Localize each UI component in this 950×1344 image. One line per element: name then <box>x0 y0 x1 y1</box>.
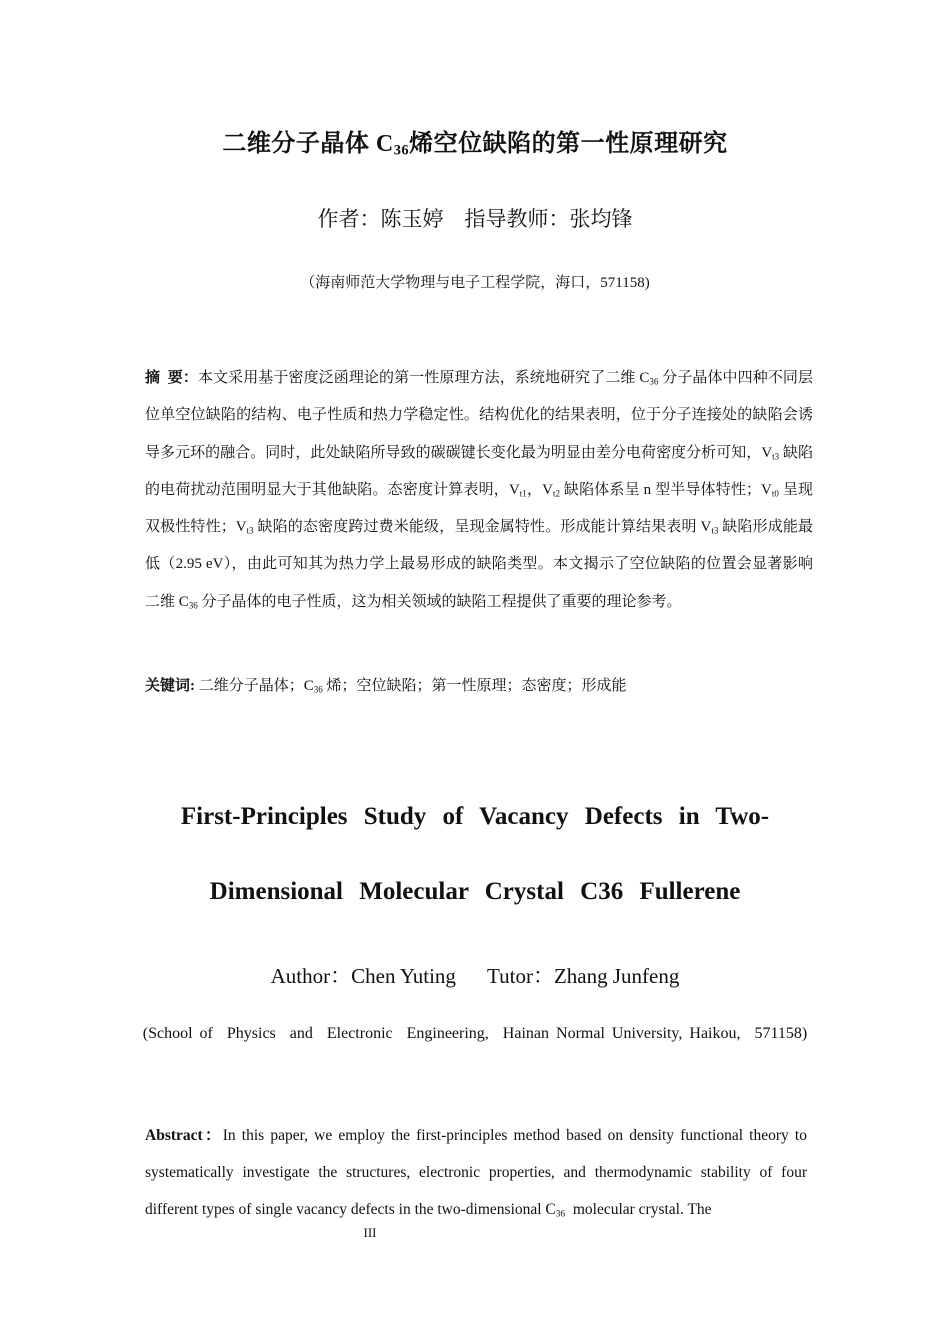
chinese-keywords-label: 关键词: <box>145 678 195 694</box>
english-title-line-1: First-Principles Study of Vacancy Defects in Two- <box>180 803 770 830</box>
chinese-keywords: 关键词: 二维分子晶体；$C_{36}$ 烯；空位缺陷；第一性原理；态密度；形成能 <box>145 678 627 695</box>
page-number: III <box>363 1225 377 1240</box>
english-abstract-label: Abstract： <box>145 1127 223 1144</box>
english-title-line-2: Dimensional Molecular Crystal C36 Fullerene <box>209 878 741 905</box>
chinese-affiliation: （海南师范大学物理与电子工程学院，海口，571158) <box>300 275 650 291</box>
chinese-authors: 作者：陈玉婷 指导教师：张均锋 <box>317 207 633 231</box>
chinese-abstract: 摘 要：本文采用基于密度泛函理论的第一性原理方法，系统地研究了二维 $C_{36}$ 分子晶体中四种不同层位单空位缺陷的结构、电子性质和热力学稳定性。结构优化的结果表明，位于分子连接处的缺陷会诱导多元环的融合。同时，此处缺陷所导致的碳碳键长变化最为明显由差分电荷密度分析可知，$V_{t3}$ 缺陷的电荷扰动范围明显大于其他缺陷。态密度计算表明，$V_{t1}$，$V_{t2}$ 缺陷体系呈 n 型半导体特性；$V_{t0}$ 呈现双极性特性；$V_{t3}$ 缺陷的态密度跨过费米能级，呈现金属特性。形成能计算结果表明 $V_{t3}$ 缺陷形成能最低（2.95 eV），由此可知其为热力学上最易形成的缺陷类型。本文揭示了空位缺陷的位置会显著影响二维 $C_{36}$ 分子晶体的电子性质，这为相关领域的缺陷工程提供了重要的理论参考。 <box>145 370 813 611</box>
chinese-abstract-label: 摘 要： <box>145 370 198 386</box>
english-affiliation: (School of Physics and Electronic Engineering, Hainan Normal University, Haikou, 571158) <box>142 1025 808 1042</box>
english-abstract: Abstract：In this paper, we employ the first-principles method based on density functional theory to systematically investigate the structures, electronic properties, and thermodynamic stability of four different types of single vacancy defects in the two-dimensional $C_{36}$ molecular crystal. The <box>145 1127 807 1220</box>
chinese-title: 二维分子晶体 $C_{36}$烯空位缺陷的第一性原理研究 <box>222 131 728 159</box>
english-authors: Author：Chen Yuting Tutor：Zhang Junfeng <box>270 964 680 988</box>
